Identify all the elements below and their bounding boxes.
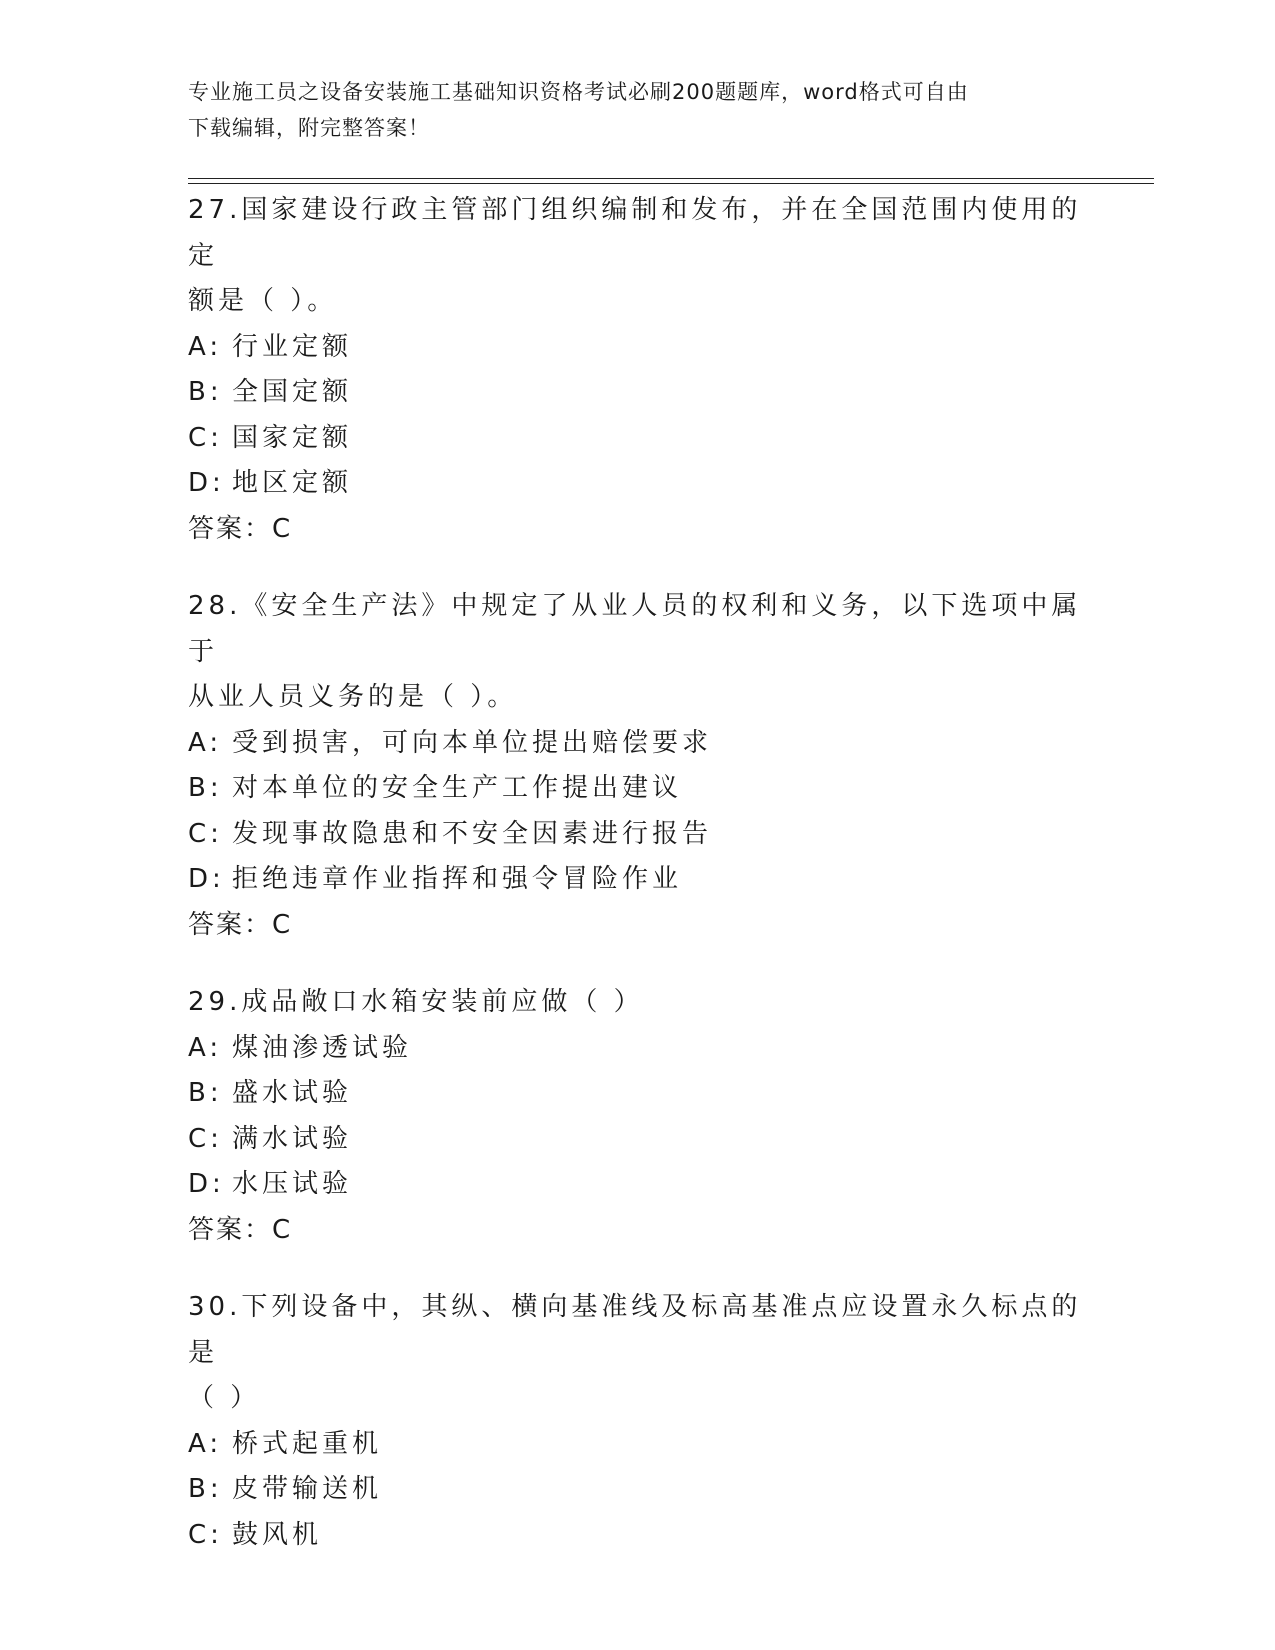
option-key: D: bbox=[188, 1169, 225, 1199]
option-key: A: bbox=[188, 1032, 223, 1063]
option-a bbox=[188, 1422, 1088, 1468]
option-b bbox=[188, 1071, 1088, 1117]
option-text: 对本单位的安全生产工作提出建议 bbox=[232, 773, 683, 803]
option-text: 煤油渗透试验 bbox=[232, 1032, 413, 1063]
option-b bbox=[188, 766, 1088, 812]
option-b bbox=[188, 370, 1088, 416]
question-list bbox=[188, 188, 1088, 1590]
option-key: D: bbox=[188, 468, 225, 498]
option-text: 行业定额 bbox=[232, 331, 353, 362]
option-text: 拒绝违章作业指挥和强令冒险作业 bbox=[232, 864, 683, 894]
option-a bbox=[188, 1026, 1088, 1072]
option-text: 水压试验 bbox=[232, 1169, 353, 1199]
option-key: A: bbox=[188, 1428, 223, 1459]
option-d bbox=[188, 1162, 1088, 1208]
option-d bbox=[188, 857, 1088, 903]
question-stem-cont: （ ） bbox=[188, 1383, 261, 1413]
answer: 答案：C bbox=[188, 513, 293, 544]
option-text: 皮带输送机 bbox=[232, 1474, 383, 1504]
option-text: 国家定额 bbox=[232, 422, 353, 453]
option-b bbox=[188, 1467, 1088, 1513]
option-c bbox=[188, 416, 1088, 462]
option-a bbox=[188, 325, 1088, 371]
question-27 bbox=[188, 188, 1088, 552]
option-key: A: bbox=[188, 331, 223, 362]
option-key: C: bbox=[188, 1519, 223, 1550]
header-divider-top bbox=[188, 178, 1154, 179]
option-text: 鼓风机 bbox=[232, 1519, 323, 1550]
option-d bbox=[188, 461, 1088, 507]
option-text: 全国定额 bbox=[232, 377, 353, 407]
option-c bbox=[188, 1117, 1088, 1163]
option-key: C: bbox=[188, 422, 223, 453]
option-key: B: bbox=[188, 773, 223, 803]
option-text: 盛水试验 bbox=[232, 1078, 353, 1108]
header-line-1: 专业施工员之设备安装施工基础知识资格考试必刷200题题库，word格式可自由 bbox=[188, 80, 969, 104]
option-key: B: bbox=[188, 1078, 223, 1108]
option-c bbox=[188, 812, 1088, 858]
option-text: 发现事故隐患和不安全因素进行报告 bbox=[232, 818, 713, 849]
option-key: C: bbox=[188, 818, 223, 849]
option-key: B: bbox=[188, 1474, 223, 1504]
option-c bbox=[188, 1513, 1088, 1559]
option-text: 地区定额 bbox=[232, 468, 353, 498]
option-a bbox=[188, 721, 1088, 767]
question-30 bbox=[188, 1285, 1088, 1558]
question-stem: 27.国家建设行政主管部门组织编制和发布，并在全国范围内使用的定 bbox=[188, 195, 1082, 271]
option-text: 满水试验 bbox=[232, 1123, 353, 1154]
option-key: B: bbox=[188, 377, 223, 407]
question-stem: 28.《安全生产法》中规定了从业人员的权利和义务，以下选项中属于 bbox=[188, 591, 1082, 667]
option-text: 受到损害，可向本单位提出赔偿要求 bbox=[232, 727, 713, 758]
header-line-2: 下载编辑，附完整答案！ bbox=[188, 116, 430, 140]
option-key: C: bbox=[188, 1123, 223, 1154]
option-key: A: bbox=[188, 727, 223, 758]
header-divider-bottom bbox=[188, 183, 1154, 184]
document-header bbox=[188, 74, 1088, 146]
question-stem-cont: 额是（ ）。 bbox=[188, 286, 338, 316]
question-stem: 29.成品敞口水箱安装前应做（ ） bbox=[188, 987, 644, 1017]
answer: 答案：C bbox=[188, 1214, 293, 1245]
question-28 bbox=[188, 584, 1088, 948]
question-stem-cont: 从业人员义务的是（ ）。 bbox=[188, 682, 518, 712]
option-key: D: bbox=[188, 864, 225, 894]
question-29 bbox=[188, 980, 1088, 1253]
answer: 答案：C bbox=[188, 909, 293, 940]
question-stem: 30.下列设备中，其纵、横向基准线及标高基准点应设置永久标点的是 bbox=[188, 1292, 1082, 1368]
option-text: 桥式起重机 bbox=[232, 1428, 383, 1459]
